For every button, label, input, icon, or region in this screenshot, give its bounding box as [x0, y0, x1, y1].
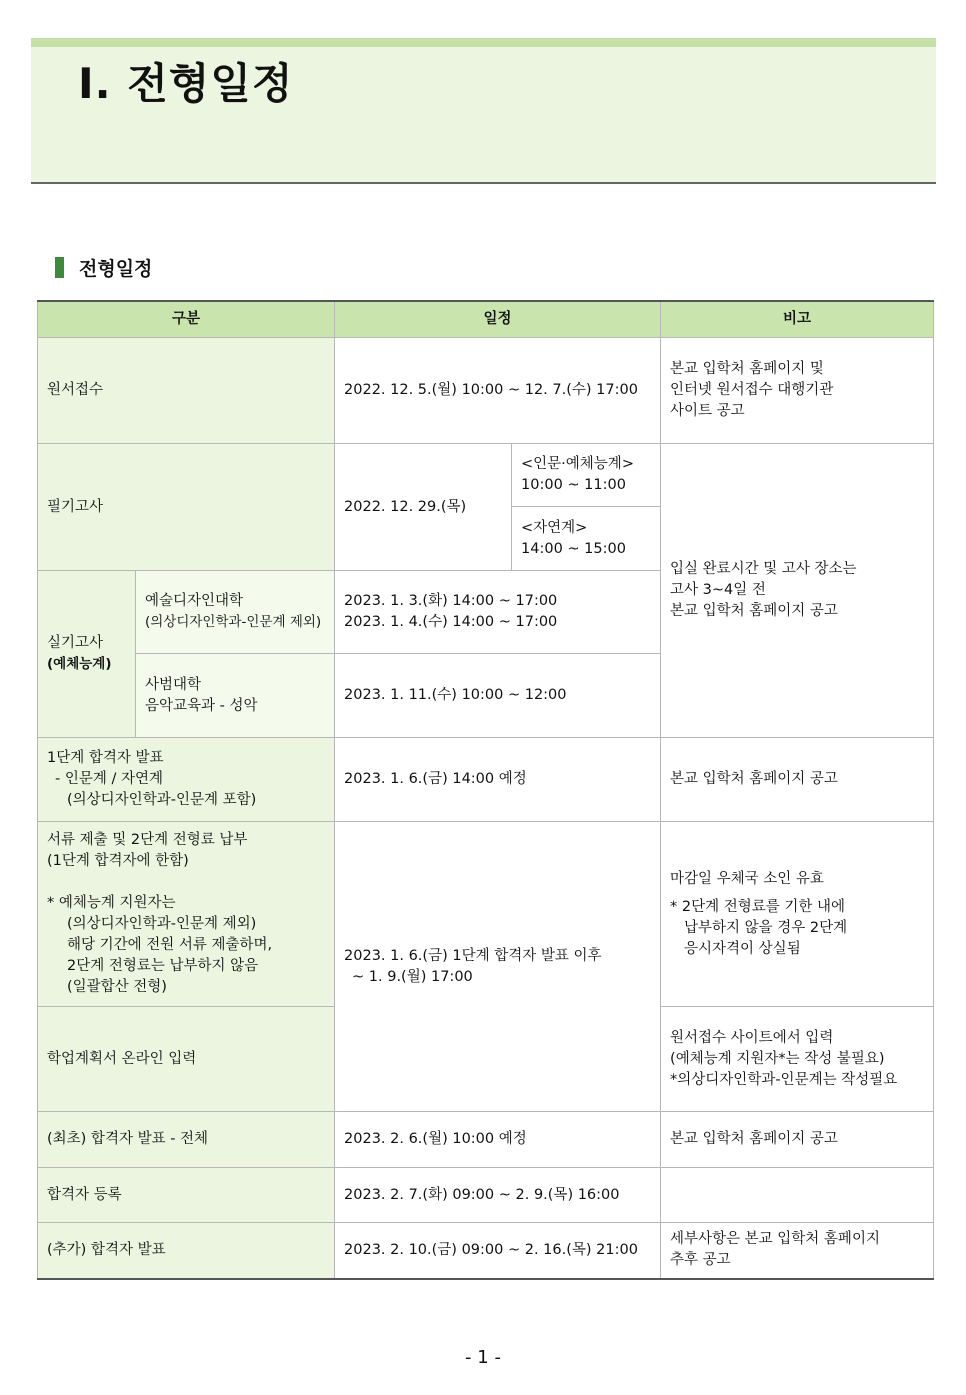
subcategory-sub: (의상디자인학과-인문계 제외) — [145, 614, 322, 630]
row-note — [661, 338, 934, 444]
table-header-row — [38, 301, 934, 338]
table-row — [38, 444, 934, 507]
category-line: (일괄합산 전형) — [67, 979, 167, 995]
session-label: <자연계> — [521, 519, 588, 536]
row-category: 합격자 등록 — [38, 1168, 335, 1223]
category-line: 2단계 전형료는 납부하지 않음 — [67, 958, 259, 974]
schedule-line: 2023. 1. 6.(금) 1단계 합격자 발표 이후 — [344, 947, 602, 964]
chapter-title: Ⅰ. 전형일정 — [78, 59, 294, 108]
session-label: <인문·예체능계> — [521, 456, 634, 472]
section-heading — [55, 254, 152, 281]
row-session — [512, 507, 661, 571]
category-line: 해당 기간에 전원 서류 제출하며, — [67, 937, 273, 953]
schedule-line: 2023. 1. 4.(수) 14:00 ~ 17:00 — [344, 614, 558, 630]
category-line: * 예체능계 지원자는 — [47, 895, 176, 911]
table-row — [38, 1168, 934, 1223]
row-category: 학업계획서 온라인 입력 — [38, 1007, 335, 1112]
note-line: 본교 입학처 홈페이지 및 — [670, 361, 824, 377]
row-note — [661, 444, 934, 738]
row-subcategory — [136, 654, 335, 738]
row-category — [38, 571, 136, 738]
note-line: * 2단계 전형료를 기한 내에 — [670, 898, 846, 915]
row-category: 원서접수 — [38, 338, 335, 444]
header-schedule: 일정 — [335, 301, 661, 338]
note-line: 입실 완료시간 및 고사 장소는 — [670, 561, 857, 577]
row-schedule: 2022. 12. 5.(월) 10:00 ~ 12. 7.(수) 17:00 — [335, 338, 661, 444]
section-title: 전형일정 — [79, 258, 153, 280]
note-line: 세부사항은 본교 입학처 홈페이지 — [670, 1231, 880, 1248]
subcategory-name: 예술디자인대학 — [145, 593, 244, 609]
row-note — [661, 1223, 934, 1279]
row-note — [661, 1168, 934, 1223]
section-marker — [55, 257, 64, 278]
category-line: (의상디자인학과-인문계 포함) — [67, 792, 257, 808]
note-line: 추후 공고 — [670, 1252, 731, 1269]
row-schedule — [335, 822, 661, 1112]
note-line: 사이트 공고 — [670, 403, 745, 419]
table-row — [38, 738, 934, 822]
schedule-line: ~ 1. 9.(월) 17:00 — [352, 968, 473, 985]
subcategory-name: 사범대학 — [145, 676, 202, 693]
note-line: (예체능계 지원자*는 작성 불필요) — [670, 1050, 885, 1067]
table-row — [38, 1223, 934, 1279]
row-schedule: 2023. 2. 10.(금) 09:00 ~ 2. 16.(목) 21:00 — [335, 1223, 661, 1279]
note-line: 본교 입학처 홈페이지 공고 — [670, 603, 838, 619]
row-session — [512, 444, 661, 507]
header-note: 비고 — [661, 301, 934, 338]
row-note — [661, 822, 934, 1007]
row-subcategory — [136, 571, 335, 654]
row-category — [38, 738, 335, 822]
note-line: 응시자격이 상실됨 — [684, 940, 801, 957]
category-line: - 인문계 / 자연계 — [55, 771, 163, 787]
category-line: 실기고사 — [47, 635, 104, 651]
category-line: 1단계 합격자 발표 — [47, 750, 164, 766]
header-category: 구분 — [38, 301, 335, 338]
row-schedule: 2023. 1. 11.(수) 10:00 ~ 12:00 — [335, 654, 661, 738]
table-row — [38, 1112, 934, 1168]
row-category: (추가) 합격자 발표 — [38, 1223, 335, 1279]
chapter-banner — [31, 38, 936, 184]
row-category: (최초) 합격자 발표 - 전체 — [38, 1112, 335, 1168]
note-line: 납부하지 않을 경우 2단계 — [684, 919, 848, 936]
row-schedule: 2023. 1. 6.(금) 14:00 예정 — [335, 738, 661, 822]
row-schedule: 2023. 2. 7.(화) 09:00 ~ 2. 9.(목) 16:00 — [335, 1168, 661, 1223]
category-line: (의상디자인학과-인문계 제외) — [67, 916, 257, 932]
note-line: 인터넷 원서접수 대행기관 — [670, 382, 834, 398]
schedule-table — [37, 300, 934, 1280]
row-note: 본교 입학처 홈페이지 공고 — [661, 1112, 934, 1168]
subcategory-name: 음악교육과 - 성악 — [145, 697, 258, 714]
session-time: 10:00 ~ 11:00 — [521, 477, 626, 493]
table-row — [38, 822, 934, 1007]
category-line: (1단계 합격자에 한함) — [47, 853, 189, 869]
row-note: 본교 입학처 홈페이지 공고 — [661, 738, 934, 822]
row-category: 필기고사 — [38, 444, 335, 571]
note-line: *의상디자인학과-인문계는 작성필요 — [670, 1071, 898, 1088]
note-line: 원서접수 사이트에서 입력 — [670, 1029, 834, 1046]
row-schedule: 2023. 2. 6.(월) 10:00 예정 — [335, 1112, 661, 1168]
row-note — [661, 1007, 934, 1112]
category-line: (예체능계) — [47, 656, 112, 672]
category-line: 서류 제출 및 2단계 전형료 납부 — [47, 832, 248, 848]
schedule-line: 2023. 1. 3.(화) 14:00 ~ 17:00 — [344, 593, 558, 609]
session-time: 14:00 ~ 15:00 — [521, 540, 626, 557]
row-schedule: 2022. 12. 29.(목) — [335, 444, 512, 571]
row-schedule — [335, 571, 661, 654]
table-row — [38, 338, 934, 444]
note-line: 마감일 우체국 소인 유효 — [670, 870, 824, 887]
row-category — [38, 822, 335, 1007]
note-line: 고사 3~4일 전 — [670, 582, 766, 598]
page-number: - 1 - — [465, 1347, 501, 1368]
